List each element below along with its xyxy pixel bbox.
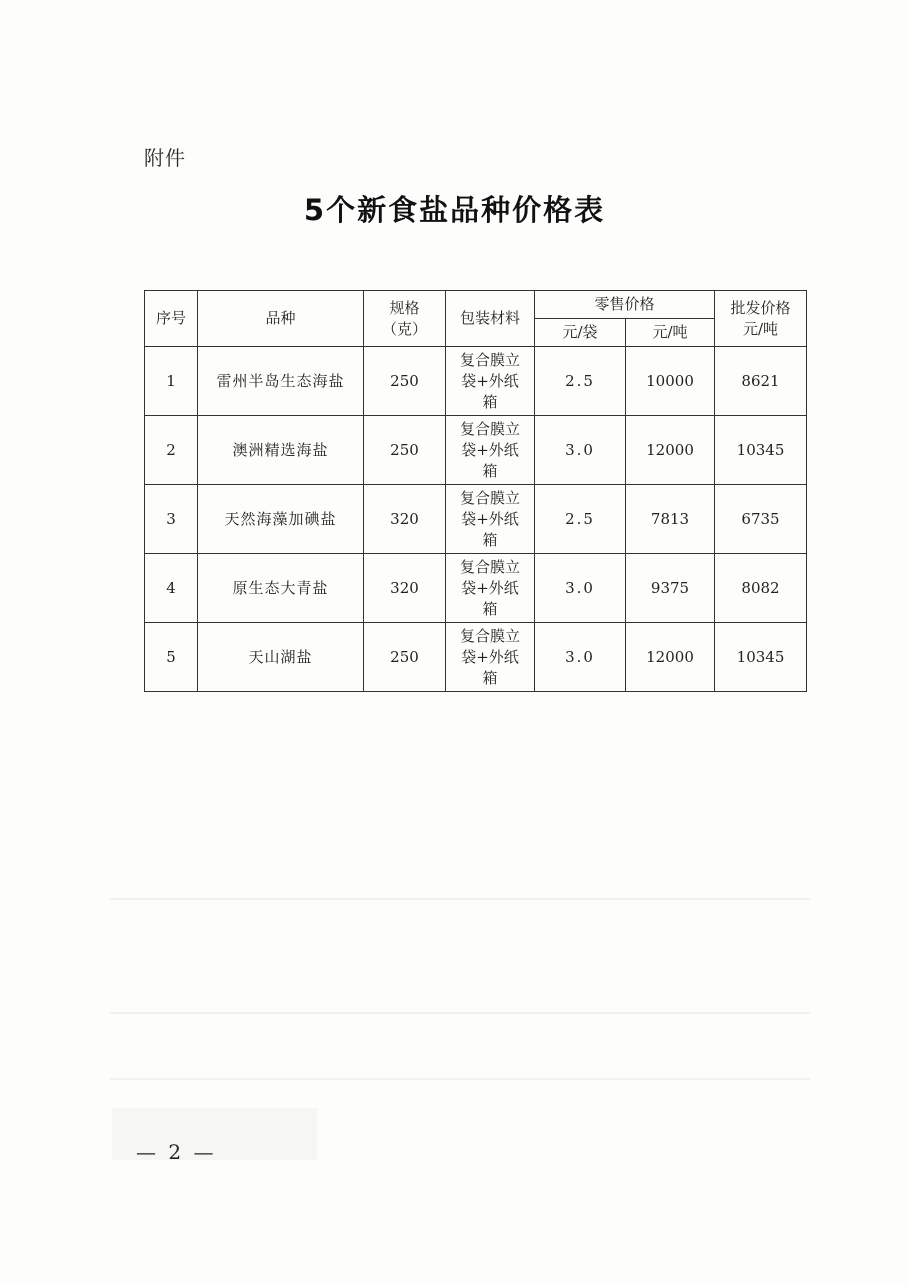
row-packaging	[446, 554, 535, 623]
header-spec-line1: 规格	[389, 298, 420, 317]
pkg-line3: 箱	[482, 668, 498, 687]
row-variety: 天然海藻加碘盐	[198, 485, 364, 554]
row-index: 2	[145, 416, 198, 485]
row-spec: 250	[364, 416, 446, 485]
header-retail-per-bag: 元/袋	[535, 319, 626, 347]
pkg-line1: 复合膜立	[459, 350, 520, 369]
attachment-label: 附件	[144, 146, 186, 170]
header-packaging: 包装材料	[446, 291, 535, 347]
row-wholesale: 8082	[715, 554, 807, 623]
row-retail-per-bag: 2.5	[535, 485, 626, 554]
row-packaging	[446, 485, 535, 554]
header-row	[145, 291, 807, 319]
row-retail-per-ton: 7813	[626, 485, 715, 554]
row-wholesale: 10345	[715, 416, 807, 485]
header-wholesale-line2: 元/吨	[742, 319, 779, 338]
table-row	[145, 623, 807, 692]
pkg-line2: 袋+外纸	[461, 647, 519, 666]
pkg-line2: 袋+外纸	[461, 509, 519, 528]
header-retail-per-ton: 元/吨	[626, 319, 715, 347]
pkg-line1: 复合膜立	[459, 488, 520, 507]
row-retail-per-ton: 9375	[626, 554, 715, 623]
header-variety: 品种	[198, 291, 364, 347]
scan-artifact-line	[110, 898, 810, 900]
row-variety: 原生态大青盐	[198, 554, 364, 623]
pkg-line1: 复合膜立	[459, 419, 520, 438]
row-retail-per-bag: 2.5	[535, 347, 626, 416]
header-retail-price: 零售价格	[535, 291, 715, 319]
row-index: 5	[145, 623, 198, 692]
pkg-line1: 复合膜立	[459, 557, 520, 576]
row-packaging	[446, 623, 535, 692]
row-retail-per-bag: 3.0	[535, 416, 626, 485]
header-index: 序号	[145, 291, 198, 347]
row-retail-per-ton: 10000	[626, 347, 715, 416]
table-row	[145, 554, 807, 623]
row-wholesale: 6735	[715, 485, 807, 554]
row-retail-per-bag: 3.0	[535, 554, 626, 623]
header-wholesale	[715, 291, 807, 347]
pkg-line3: 箱	[482, 530, 498, 549]
header-spec	[364, 291, 446, 347]
row-packaging	[446, 347, 535, 416]
pkg-line3: 箱	[482, 461, 498, 480]
row-index: 1	[145, 347, 198, 416]
pkg-line2: 袋+外纸	[461, 371, 519, 390]
table-row	[145, 416, 807, 485]
row-retail-per-bag: 3.0	[535, 623, 626, 692]
pkg-line2: 袋+外纸	[461, 440, 519, 459]
pkg-line3: 箱	[482, 599, 498, 618]
row-packaging	[446, 416, 535, 485]
row-variety: 澳洲精选海盐	[198, 416, 364, 485]
row-retail-per-ton: 12000	[626, 623, 715, 692]
header-spec-line2: （克）	[381, 319, 427, 338]
row-variety: 雷州半岛生态海盐	[198, 347, 364, 416]
row-spec: 250	[364, 623, 446, 692]
pkg-line3: 箱	[482, 392, 498, 411]
scan-artifact-line	[110, 1078, 810, 1080]
row-index: 4	[145, 554, 198, 623]
pkg-line2: 袋+外纸	[461, 578, 519, 597]
row-index: 3	[145, 485, 198, 554]
row-wholesale: 8621	[715, 347, 807, 416]
price-table	[144, 290, 807, 692]
row-spec: 320	[364, 485, 446, 554]
row-spec: 250	[364, 347, 446, 416]
row-spec: 320	[364, 554, 446, 623]
header-wholesale-line1: 批发价格	[730, 298, 791, 317]
scan-artifact-line	[110, 1012, 810, 1014]
row-wholesale: 10345	[715, 623, 807, 692]
pkg-line1: 复合膜立	[459, 626, 520, 645]
table-row	[145, 347, 807, 416]
table-row	[145, 485, 807, 554]
row-retail-per-ton: 12000	[626, 416, 715, 485]
page-number: — 2 —	[136, 1140, 217, 1164]
row-variety: 天山湖盐	[198, 623, 364, 692]
page-title: 5个新食盐品种价格表	[303, 193, 606, 227]
